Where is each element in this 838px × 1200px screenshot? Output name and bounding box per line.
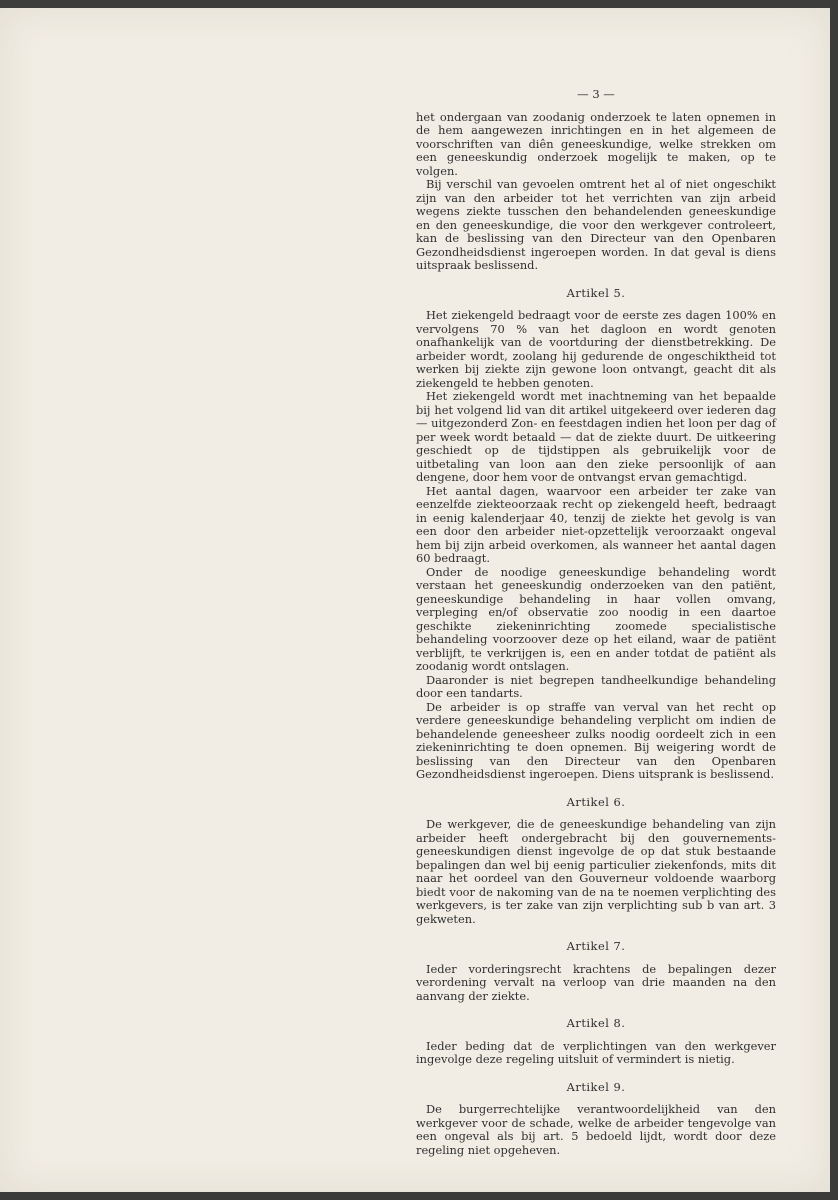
article-8-paragraph-1: Ieder beding dat de verplichtingen van den werkgever ingevolge deze regeling uitsluit of vermindert is nietig. — [416, 1038, 776, 1066]
article-5-paragraph-3: Het aantal dagen, waarvoor een arbeider ter zake van eenzelfde ziekteoorzaak recht op ziekengeld heeft, bedraagt in eenig kalenderjaar 40, tenzij de ziekte het gevolg is van een door den arbeider niet-opzettelijk veroorzaakt ongeval hem bij zijn arbeid overkomen, als wanneer het aantal dagen 60 bedraagt. — [416, 483, 776, 565]
article-5-paragraph-6: De arbeider is op straffe van verval van het recht op verdere geneeskundige behandeling verplicht om indien de behandelende geneesheer zulks noodig oordeelt zich in een ziekeninrichting te doen opnemen. Bij weigering wordt de beslissing van den Directeur van den Openbaren Gezondheidsdienst ingeroepen. Diens uitsprank is beslissend. — [416, 699, 776, 781]
scan-top-border — [0, 0, 838, 8]
text-column — [416, 88, 776, 1157]
article-5-paragraph-2: Het ziekengeld wordt met inachtneming van het bepaalde bij het volgend lid van dit artikel uitgekeerd over iederen dag — uitgezonderd Zon- en feestdagen indien het loon per dag of per week wordt betaald — dat de ziekte duurt. De uitkeering geschiedt op de tijdstippen als gebruikelijk voor de uitbetaling van loon aan den zieke persoonlijk of aan dengene, door hem voor de ontvangst ervan gemachtigd. — [416, 389, 776, 484]
article-5-paragraph-1: Het ziekengeld bedraagt voor de eerste zes dagen 100% en vervolgens 70 % van het dagloon en wordt genoten onafhankelijk van de voortduring der dienstbetrekking. De arbeider wordt, zoolang hij gedurende de ongeschiktheid tot werken bij ziekte zijn gewone loon ontvangt, geacht dit als ziekengeld te hebben genoten. — [416, 308, 776, 390]
article-5-heading: Artikel 5. — [566, 285, 626, 300]
article-5-paragraph-5: Daaronder is niet begrepen tandheelkundige behandeling door een tandarts. — [416, 672, 776, 700]
intro-paragraph-1: het ondergaan van zoodanig onderzoek te laten opnemen in de hem aangewezen inrichtingen en in het algemeen de voorschriften van diên geneeskundige, welke strekken om een geneeskundig onderzoek mogelijk te maken, op te volgen. — [416, 109, 776, 178]
scan-right-border — [830, 0, 838, 1200]
article-7-paragraph-1: Ieder vorderingsrecht krachtens de bepalingen dezer verordening vervalt na verloop van drie maanden na den aanvang der ziekte. — [416, 961, 776, 1003]
document-page — [0, 8, 830, 1192]
article-9-paragraph-1: De burgerrechtelijke verantwoordelijkheid van den werkgever voor de schade, welke de arbeider tengevolge van een ongeval als bij art. 5 bedoeld lijdt, wordt door deze regeling niet opgeheven. — [416, 1102, 776, 1157]
article-6-paragraph-1: De werkgever, die de geneeskundige behandeling van zijn arbeider heeft ondergebracht bij den gouvernements-geneeskundigen dienst ingevolge de op dat stuk bestaande bepalingen dan wel bij eenig particulier ziekenfonds, mits dit naar het oordeel van den Gouverneur voldoende waarborg biedt voor de nakoming van de na te noemen verplichting des werkgevers, is ter zake van zijn verplichting sub b van art. 3 gekweten. — [416, 817, 776, 926]
intro-paragraph-2: Bij verschil van gevoelen omtrent het al of niet ongeschikt zijn van den arbeider tot het verrichten van zijn arbeid wegens ziekte tusschen den behandelenden geneeskundige en den geneeskundige, die voor den werkgever controleert, kan de beslissing van den Directeur van den Openbaren Gezondheidsdienst ingeroepen worden. In dat geval is diens uitspraak beslissend. — [416, 177, 776, 272]
article-9-heading: Artikel 9. — [566, 1079, 626, 1094]
scan-bottom-border — [0, 1192, 838, 1200]
article-7-heading: Artikel 7. — [566, 939, 626, 953]
article-8-heading: Artikel 8. — [566, 1016, 626, 1030]
page-number: — 3 — — [577, 87, 615, 101]
article-5-paragraph-4: Onder de noodige geneeskundige behandeling wordt verstaan het geneeskundig onderzoeken van den patiënt, geneeskundige behandeling in haar vollen omvang, verpleging en/of observatie zoo noodig in een daartoe geschikte ziekeninrichting zoomede specialistische behandeling voorzoover deze op het eiland, waar de patiënt verblijft, te verkrijgen is, een en ander totdat de patiënt als zoodanig wordt ontslagen. — [416, 564, 776, 673]
article-6-heading: Artikel 6. — [566, 794, 626, 809]
